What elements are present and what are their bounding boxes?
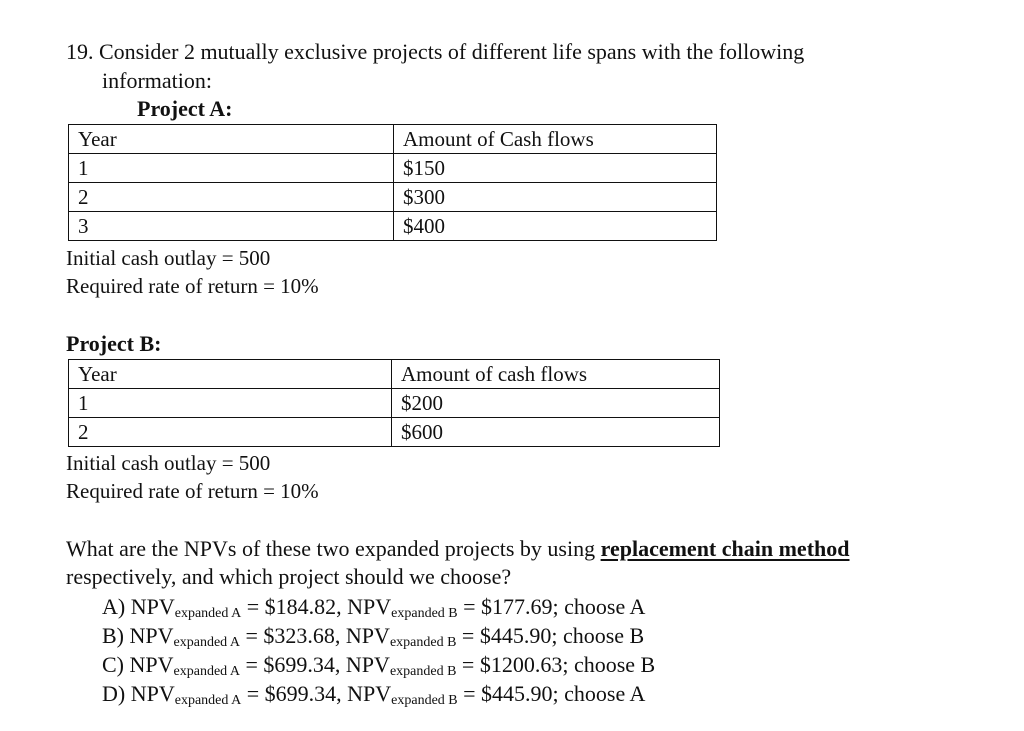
npv-a-value: = $323.68, [240,623,346,648]
npv-a-value: = $699.34, [241,681,348,706]
prompt-text: What are the NPVs of these two expanded projects by using [66,536,601,561]
npv-b-value: = $1200.63; choose B [456,652,656,677]
project-a-cashflow-table [68,124,717,241]
table-row [69,154,717,183]
npv-label: NPV [345,623,390,648]
amount-cell: $200 [392,389,720,418]
subscript-expanded-a: expanded A [174,606,242,621]
project-b-cashflow-table [68,359,720,447]
npv-label: NPV [347,594,392,619]
npv-b-value: = $445.90; choose B [456,623,645,648]
project-b-outlay: Initial cash outlay = 500 [66,451,271,475]
npv-label: NPV [130,594,175,619]
npv-label: NPV [129,652,174,677]
npv-label: NPV [347,681,392,706]
option-letter: A) [102,594,126,619]
table-row [69,389,720,418]
option-letter: C) [102,652,124,677]
subscript-expanded-a: expanded A [174,693,242,708]
answer-option-d[interactable] [102,680,645,715]
npv-b-value: = $177.69; choose A [457,594,646,619]
npv-label: NPV [129,623,174,648]
amount-cell: $400 [394,212,717,241]
option-letter: D) [102,681,126,706]
project-b-heading: Project B: [66,331,162,356]
year-cell: 1 [69,389,392,418]
npv-a-value: = $699.34, [240,652,346,677]
subscript-expanded-a: expanded A [173,635,240,650]
subscript-expanded-b: expanded B [389,635,457,650]
table-row [69,418,720,447]
header-amount: Amount of cash flows [392,360,720,389]
replacement-chain-method-emphasis: replacement chain method [600,536,850,561]
npv-b-value: = $445.90; choose A [457,681,646,706]
subscript-expanded-b: expanded B [389,664,457,679]
option-letter: B) [102,623,124,648]
prompt-line-2: respectively, and which project should we choose? [66,564,512,589]
header-year: Year [69,360,392,389]
amount-cell: $150 [394,154,717,183]
table-row [69,183,717,212]
project-a-outlay: Initial cash outlay = 500 [66,246,271,270]
prompt-line-1 [66,535,850,563]
amount-cell: $300 [394,183,717,212]
year-cell: 3 [69,212,394,241]
question-line-1: 19. Consider 2 mutually exclusive projects of different life spans with the following [66,39,805,64]
header-amount: Amount of Cash flows [394,125,717,154]
table-header-row [69,125,717,154]
year-cell: 2 [69,418,392,447]
year-cell: 1 [69,154,394,183]
table-row [69,212,717,241]
project-a-rate: Required rate of return = 10% [66,274,319,298]
table-header-row [69,360,720,389]
year-cell: 2 [69,183,394,212]
subscript-expanded-b: expanded B [391,606,458,621]
subscript-expanded-a: expanded A [173,664,240,679]
npv-label: NPV [130,681,175,706]
amount-cell: $600 [392,418,720,447]
project-a-heading: Project A: [137,96,233,121]
project-b-rate: Required rate of return = 10% [66,479,319,503]
subscript-expanded-b: expanded B [391,693,458,708]
npv-label: NPV [345,652,390,677]
question-line-2: information: [102,68,212,93]
header-year: Year [69,125,394,154]
npv-a-value: = $184.82, [241,594,348,619]
